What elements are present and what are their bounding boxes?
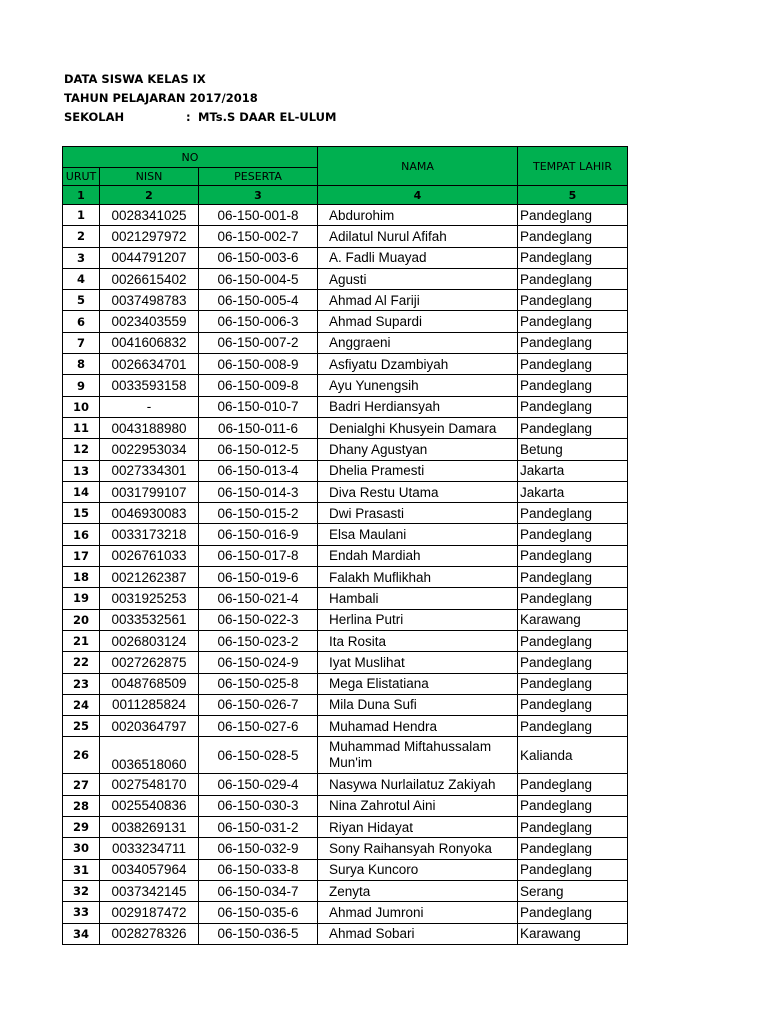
cell-tempat-lahir: Jakarta [518, 460, 628, 481]
table-row [63, 481, 628, 502]
cell-peserta: 06-150-022-3 [199, 609, 318, 630]
cell-nama: Dwi Prasasti [318, 503, 518, 524]
cell-nisn: 0031799107 [100, 481, 199, 502]
cell-nama: Anggraeni [318, 332, 518, 353]
cell-nisn: 0038269131 [100, 817, 199, 838]
cell-nisn: 0029187472 [100, 902, 199, 923]
school-line [64, 108, 336, 127]
cell-urut: 19 [63, 588, 100, 609]
cell-peserta: 06-150-015-2 [199, 503, 318, 524]
table-row [63, 694, 628, 715]
cell-nama: Ayu Yunengsih [318, 375, 518, 396]
cell-peserta: 06-150-028-5 [199, 737, 318, 774]
cell-nisn: 0037498783 [100, 290, 199, 311]
cell-tempat-lahir: Serang [518, 880, 628, 901]
cell-urut: 13 [63, 460, 100, 481]
header-tempat-lahir: TEMPAT LAHIR [518, 147, 628, 186]
cell-nama: Mila Duna Sufi [318, 694, 518, 715]
cell-nisn: 0048768509 [100, 673, 199, 694]
cell-nama: Muhammad Miftahussalam Mun'im [318, 737, 518, 774]
cell-peserta: 06-150-009-8 [199, 375, 318, 396]
cell-urut: 25 [63, 716, 100, 737]
cell-peserta: 06-150-036-5 [199, 923, 318, 944]
cell-nisn: 0041606832 [100, 332, 199, 353]
cell-urut: 3 [63, 247, 100, 268]
cell-nisn: 0033173218 [100, 524, 199, 545]
document-header [64, 70, 336, 127]
cell-nisn: 0026761033 [100, 545, 199, 566]
cell-tempat-lahir: Pandeglang [518, 588, 628, 609]
table-row [63, 290, 628, 311]
cell-urut: 5 [63, 290, 100, 311]
cell-peserta: 06-150-003-6 [199, 247, 318, 268]
school-label: SEKOLAH [64, 110, 125, 124]
cell-tempat-lahir: Pandeglang [518, 332, 628, 353]
table-row [63, 205, 628, 226]
table-row [63, 795, 628, 816]
cell-nisn: 0028341025 [100, 205, 199, 226]
cell-urut: 10 [63, 396, 100, 417]
table-row [63, 902, 628, 923]
cell-nama: Zenyta [318, 880, 518, 901]
cell-nisn: 0023403559 [100, 311, 199, 332]
cell-tempat-lahir: Kalianda [518, 737, 628, 774]
cell-nisn: 0026803124 [100, 630, 199, 651]
cell-nisn: 0033532561 [100, 609, 199, 630]
cell-urut: 4 [63, 268, 100, 289]
cell-nama: Diva Restu Utama [318, 481, 518, 502]
cell-tempat-lahir: Jakarta [518, 481, 628, 502]
cell-urut: 28 [63, 795, 100, 816]
cell-peserta: 06-150-017-8 [199, 545, 318, 566]
cell-tempat-lahir: Pandeglang [518, 716, 628, 737]
cell-nama: Hambali [318, 588, 518, 609]
cell-urut: 15 [63, 503, 100, 524]
table-row [63, 247, 628, 268]
cell-nama: Falakh Muflikhah [318, 567, 518, 588]
table-row [63, 609, 628, 630]
cell-tempat-lahir: Pandeglang [518, 859, 628, 880]
cell-peserta: 06-150-011-6 [199, 417, 318, 438]
cell-tempat-lahir: Pandeglang [518, 226, 628, 247]
column-number: 4 [318, 186, 518, 205]
cell-urut: 23 [63, 673, 100, 694]
title-line-1: DATA SISWA KELAS IX [64, 72, 206, 86]
cell-peserta: 06-150-033-8 [199, 859, 318, 880]
cell-nisn: 0027548170 [100, 774, 199, 795]
cell-peserta: 06-150-030-3 [199, 795, 318, 816]
column-number: 5 [518, 186, 628, 205]
cell-nama: Ahmad Jumroni [318, 902, 518, 923]
cell-peserta: 06-150-035-6 [199, 902, 318, 923]
cell-peserta: 06-150-010-7 [199, 396, 318, 417]
cell-urut: 32 [63, 880, 100, 901]
cell-nama: Nasywa Nurlailatuz Zakiyah [318, 774, 518, 795]
cell-tempat-lahir: Pandeglang [518, 290, 628, 311]
cell-nama: Denialghi Khusyein Damara [318, 417, 518, 438]
table-row [63, 817, 628, 838]
cell-urut: 12 [63, 439, 100, 460]
cell-tempat-lahir: Pandeglang [518, 694, 628, 715]
header-nama: NAMA [318, 147, 518, 186]
cell-urut: 2 [63, 226, 100, 247]
cell-nama: Abdurohim [318, 205, 518, 226]
table-row [63, 923, 628, 944]
cell-peserta: 06-150-007-2 [199, 332, 318, 353]
table-row [63, 311, 628, 332]
cell-nisn: 0033593158 [100, 375, 199, 396]
cell-peserta: 06-150-006-3 [199, 311, 318, 332]
title-line-2: TAHUN PELAJARAN 2017/2018 [64, 91, 258, 105]
table-row [63, 396, 628, 417]
table-header [63, 147, 628, 205]
cell-nisn: 0044791207 [100, 247, 199, 268]
table-row [63, 673, 628, 694]
cell-tempat-lahir: Pandeglang [518, 630, 628, 651]
cell-tempat-lahir: Pandeglang [518, 567, 628, 588]
cell-tempat-lahir: Pandeglang [518, 838, 628, 859]
cell-peserta: 06-150-025-8 [199, 673, 318, 694]
cell-nama: Sony Raihansyah Ronyoka [318, 838, 518, 859]
cell-nisn: 0011285824 [100, 694, 199, 715]
cell-urut: 33 [63, 902, 100, 923]
cell-tempat-lahir: Pandeglang [518, 817, 628, 838]
cell-urut: 11 [63, 417, 100, 438]
cell-nama: A. Fadli Muayad [318, 247, 518, 268]
cell-nama: Ahmad Sobari [318, 923, 518, 944]
cell-urut: 21 [63, 630, 100, 651]
cell-peserta: 06-150-029-4 [199, 774, 318, 795]
cell-nisn: 0027262875 [100, 652, 199, 673]
table-row [63, 354, 628, 375]
cell-urut: 6 [63, 311, 100, 332]
cell-urut: 26 [63, 737, 100, 774]
cell-nisn: 0031925253 [100, 588, 199, 609]
cell-peserta: 06-150-026-7 [199, 694, 318, 715]
table-row [63, 545, 628, 566]
cell-nama: Muhamad Hendra [318, 716, 518, 737]
cell-peserta: 06-150-004-5 [199, 268, 318, 289]
table-row [63, 716, 628, 737]
school-name: MTs.S DAAR EL-ULUM [198, 110, 337, 124]
cell-tempat-lahir: Pandeglang [518, 673, 628, 694]
cell-tempat-lahir: Pandeglang [518, 503, 628, 524]
table-row [63, 880, 628, 901]
cell-nama: Herlina Putri [318, 609, 518, 630]
cell-nama: Dhany Agustyan [318, 439, 518, 460]
column-number: 1 [63, 186, 100, 205]
cell-nama: Ahmad Supardi [318, 311, 518, 332]
cell-nama: Riyan Hidayat [318, 817, 518, 838]
table-row [63, 524, 628, 545]
cell-peserta: 06-150-023-2 [199, 630, 318, 651]
cell-tempat-lahir: Pandeglang [518, 354, 628, 375]
table-row [63, 268, 628, 289]
cell-urut: 16 [63, 524, 100, 545]
cell-tempat-lahir: Pandeglang [518, 247, 628, 268]
cell-nisn: 0022953034 [100, 439, 199, 460]
cell-nama: Asfiyatu Dzambiyah [318, 354, 518, 375]
cell-urut: 7 [63, 332, 100, 353]
header-nisn: NISN [100, 168, 199, 186]
cell-nisn: 0036518060 [100, 737, 199, 774]
cell-nisn: 0021262387 [100, 567, 199, 588]
table-row [63, 859, 628, 880]
cell-nisn: 0037342145 [100, 880, 199, 901]
table-row [63, 838, 628, 859]
cell-nama: Elsa Maulani [318, 524, 518, 545]
cell-peserta: 06-150-031-2 [199, 817, 318, 838]
table-row [63, 630, 628, 651]
student-table [62, 146, 628, 945]
table-row [63, 567, 628, 588]
cell-nisn: - [100, 396, 199, 417]
cell-urut: 24 [63, 694, 100, 715]
cell-nisn: 0033234711 [100, 838, 199, 859]
cell-urut: 18 [63, 567, 100, 588]
cell-tempat-lahir: Pandeglang [518, 902, 628, 923]
cell-nisn: 0028278326 [100, 923, 199, 944]
cell-tempat-lahir: Pandeglang [518, 311, 628, 332]
cell-peserta: 06-150-024-9 [199, 652, 318, 673]
cell-peserta: 06-150-005-4 [199, 290, 318, 311]
cell-tempat-lahir: Pandeglang [518, 795, 628, 816]
cell-nisn: 0021297972 [100, 226, 199, 247]
cell-urut: 30 [63, 838, 100, 859]
cell-tempat-lahir: Pandeglang [518, 205, 628, 226]
table-row [63, 503, 628, 524]
cell-urut: 14 [63, 481, 100, 502]
cell-nama: Iyat Muslihat [318, 652, 518, 673]
cell-tempat-lahir: Pandeglang [518, 774, 628, 795]
cell-peserta: 06-150-019-6 [199, 567, 318, 588]
cell-nama: Endah Mardiah [318, 545, 518, 566]
cell-tempat-lahir: Pandeglang [518, 417, 628, 438]
cell-tempat-lahir: Betung [518, 439, 628, 460]
cell-nama: Agusti [318, 268, 518, 289]
table-row [63, 417, 628, 438]
cell-peserta: 06-150-001-8 [199, 205, 318, 226]
cell-nama: Surya Kuncoro [318, 859, 518, 880]
cell-urut: 8 [63, 354, 100, 375]
cell-peserta: 06-150-013-4 [199, 460, 318, 481]
cell-tempat-lahir: Karawang [518, 609, 628, 630]
cell-nisn: 0046930083 [100, 503, 199, 524]
cell-nama: Ita Rosita [318, 630, 518, 651]
cell-urut: 22 [63, 652, 100, 673]
cell-urut: 29 [63, 817, 100, 838]
cell-urut: 1 [63, 205, 100, 226]
cell-tempat-lahir: Pandeglang [518, 524, 628, 545]
cell-nama: Badri Herdiansyah [318, 396, 518, 417]
cell-tempat-lahir: Pandeglang [518, 545, 628, 566]
header-urut: URUT [63, 168, 100, 186]
school-separator: : [186, 110, 191, 124]
header-no: NO [63, 147, 318, 168]
cell-nisn: 0026634701 [100, 354, 199, 375]
table-row [63, 439, 628, 460]
cell-peserta: 06-150-021-4 [199, 588, 318, 609]
table-row [63, 226, 628, 247]
cell-urut: 9 [63, 375, 100, 396]
cell-nisn: 0034057964 [100, 859, 199, 880]
cell-tempat-lahir: Pandeglang [518, 375, 628, 396]
cell-peserta: 06-150-016-9 [199, 524, 318, 545]
cell-urut: 34 [63, 923, 100, 944]
cell-nama: Adilatul Nurul Afifah [318, 226, 518, 247]
cell-peserta: 06-150-014-3 [199, 481, 318, 502]
cell-nisn: 0026615402 [100, 268, 199, 289]
table-row [63, 588, 628, 609]
cell-tempat-lahir: Pandeglang [518, 268, 628, 289]
cell-nama: Nina Zahrotul Aini [318, 795, 518, 816]
cell-peserta: 06-150-034-7 [199, 880, 318, 901]
cell-urut: 17 [63, 545, 100, 566]
column-number: 3 [199, 186, 318, 205]
cell-nisn: 0027334301 [100, 460, 199, 481]
cell-tempat-lahir: Pandeglang [518, 652, 628, 673]
cell-peserta: 06-150-032-9 [199, 838, 318, 859]
header-peserta: PESERTA [199, 168, 318, 186]
cell-nisn: 0025540836 [100, 795, 199, 816]
cell-nama: Mega Elistatiana [318, 673, 518, 694]
cell-tempat-lahir: Karawang [518, 923, 628, 944]
cell-tempat-lahir: Pandeglang [518, 396, 628, 417]
cell-nama: Ahmad Al Fariji [318, 290, 518, 311]
table-row [63, 652, 628, 673]
table-row [63, 375, 628, 396]
cell-peserta: 06-150-027-6 [199, 716, 318, 737]
cell-nisn: 0020364797 [100, 716, 199, 737]
table-row [63, 774, 628, 795]
cell-urut: 20 [63, 609, 100, 630]
table-body [63, 205, 628, 945]
cell-nama: Dhelia Pramesti [318, 460, 518, 481]
cell-peserta: 06-150-012-5 [199, 439, 318, 460]
table-row [63, 460, 628, 481]
cell-urut: 31 [63, 859, 100, 880]
cell-nisn: 0043188980 [100, 417, 199, 438]
table-row [63, 332, 628, 353]
cell-peserta: 06-150-008-9 [199, 354, 318, 375]
cell-peserta: 06-150-002-7 [199, 226, 318, 247]
cell-urut: 27 [63, 774, 100, 795]
table-row [63, 737, 628, 774]
column-number: 2 [100, 186, 199, 205]
